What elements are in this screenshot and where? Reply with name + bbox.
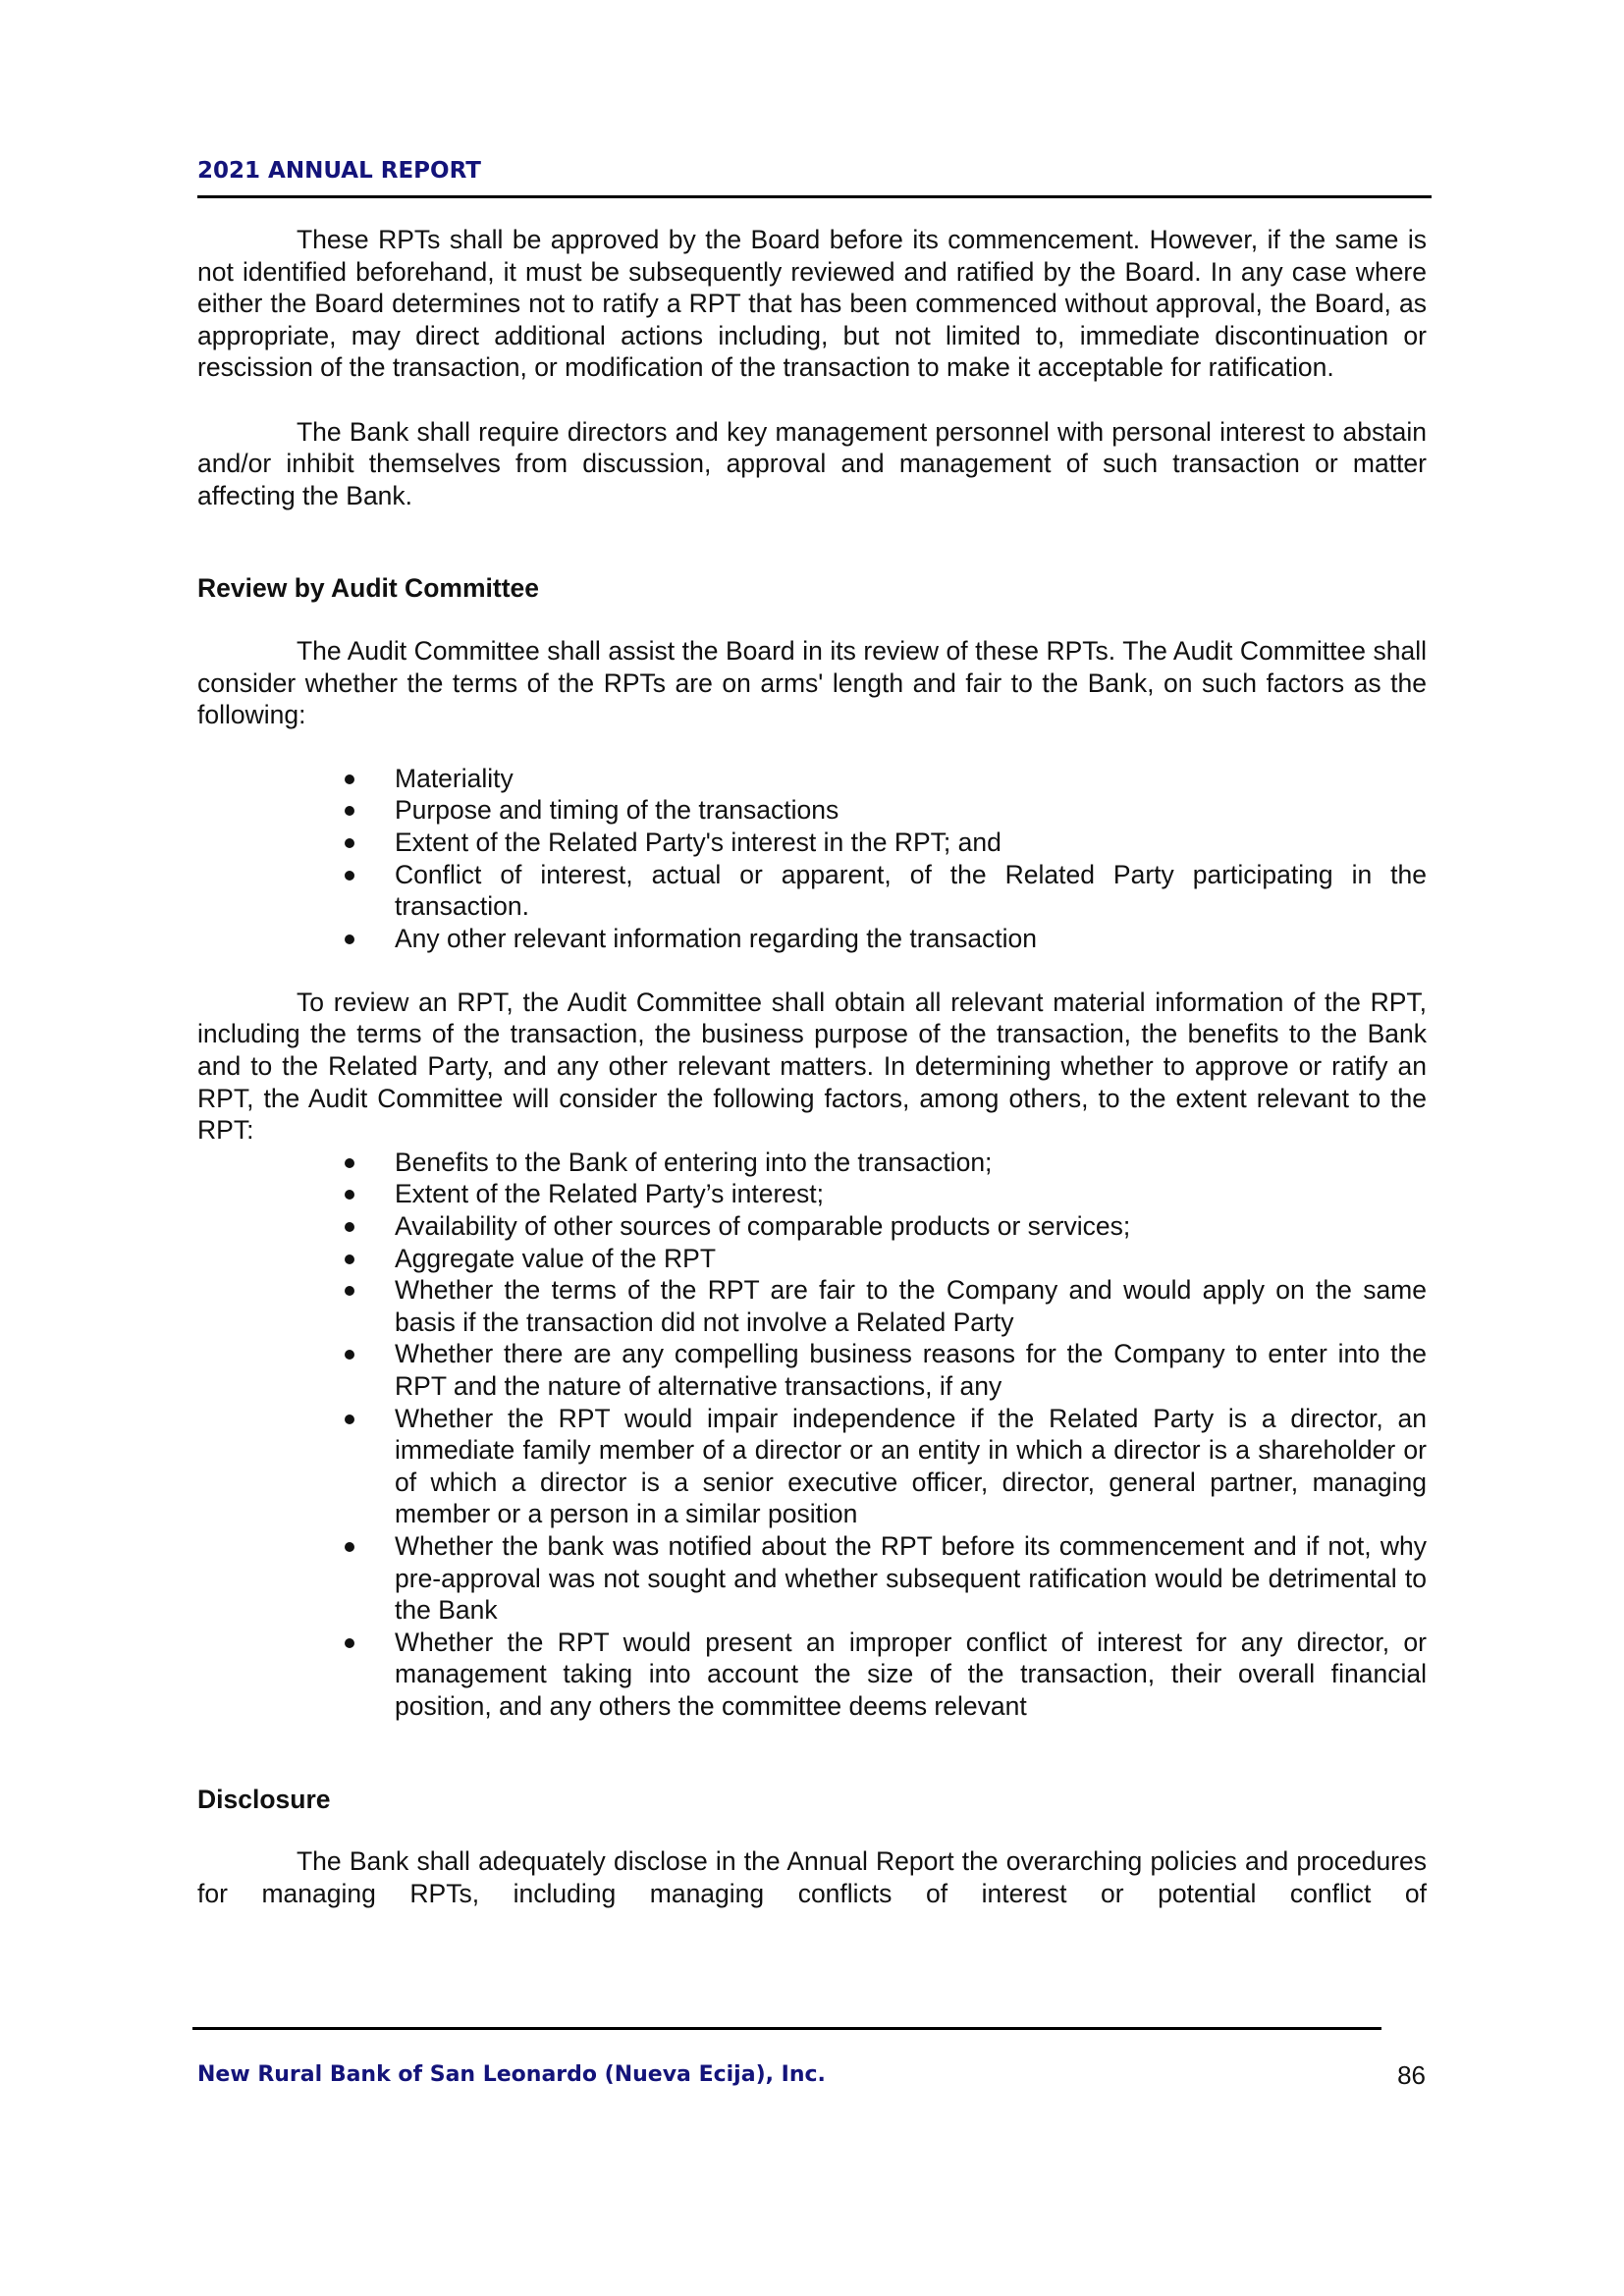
list-item: Aggregate value of the RPT <box>197 1243 1427 1275</box>
bullet-icon <box>345 1222 354 1232</box>
factor-list <box>197 763 1427 955</box>
bullet-icon <box>345 774 354 784</box>
bullet-icon <box>345 806 354 816</box>
list-item: Whether the terms of the RPT are fair to the Company and would apply on the same basis if the transaction did not involve a Related Party <box>197 1274 1427 1338</box>
section-heading-review: Review by Audit Committee <box>197 573 539 604</box>
list-item: Benefits to the Bank of entering into the transaction; <box>197 1147 1427 1179</box>
running-header-title: 2021 ANNUAL REPORT <box>197 158 481 184</box>
bullet-icon <box>345 871 354 881</box>
spacer <box>197 731 1427 763</box>
list-item: Whether the RPT would impair independence if the Related Party is a director, an immediate family member of a director or an entity in which a director is a shareholder or of which a director is a senior executive officer, director, general partner, managing member or a person in a similar position <box>197 1403 1427 1530</box>
paragraph-rpt-approval: These RPTs shall be approved by the Board before its commencement. However, if the same is not identified beforehand, it must be subsequently reviewed and ratified by the Board. In any case where either the Board determines not to ratify a RPT that has been commenced without approval, the Board, as appropriate, may direct additional actions including, but not limited to, immediate discontinuation or rescission of the transaction, or modification of the transaction to make it acceptable for ratification. <box>197 225 1427 383</box>
bullet-icon <box>345 1158 354 1168</box>
bullet-icon <box>345 1350 354 1360</box>
header-rule <box>197 195 1432 198</box>
list-item: Purpose and timing of the transactions <box>197 794 1427 827</box>
spacer <box>197 384 1427 416</box>
list-item: Extent of the Related Party’s interest; <box>197 1178 1427 1210</box>
list-item: Whether the bank was notified about the RPT before its commencement and if not, why pre-approval was not sought and whether subsequent ratification would be detrimental to the Bank <box>197 1530 1427 1627</box>
list-item: Availability of other sources of comparable products or services; <box>197 1210 1427 1243</box>
paragraph-abstain: The Bank shall require directors and key management personnel with personal interest to abstain and/or inhibit themselves from discussion, approval and management of such transaction or matter affecting the Bank. <box>197 416 1427 510</box>
spacer <box>197 511 1427 572</box>
list-item: Any other relevant information regarding the transaction <box>197 923 1427 955</box>
bullet-icon <box>345 934 354 944</box>
bullet-icon <box>345 1190 354 1200</box>
bullet-icon <box>345 1255 354 1264</box>
spacer <box>197 954 1427 987</box>
list-item: Whether there are any compelling business reasons for the Company to enter into the RPT and the nature of alternative transactions, if any <box>197 1338 1427 1402</box>
spacer <box>197 1723 1427 1784</box>
spacer <box>197 1815 1427 1845</box>
list-item: Extent of the Related Party's interest in the RPT; and <box>197 827 1427 859</box>
bullet-icon <box>345 838 354 848</box>
paragraph-audit-committee-intro: The Audit Committee shall assist the Board in its review of these RPTs. The Audit Committee shall consider whether the terms of the RPTs are on arms' length and fair to the Bank, on such factors as the following: <box>197 635 1427 730</box>
page-number: 86 <box>1397 2060 1426 2090</box>
bullet-icon <box>345 1286 354 1296</box>
spacer <box>197 605 1427 635</box>
paragraph-disclosure: The Bank shall adequately disclose in the Annual Report the overarching policies and procedures for managing RPTs, including managing conflicts of interest or potential conflict of <box>197 1846 1427 1908</box>
bullet-icon <box>345 1638 354 1648</box>
bullet-icon <box>345 1415 354 1424</box>
paragraph-review-process: To review an RPT, the Audit Committee shall obtain all relevant material information of the RPT, including the terms of the transaction, the business purpose of the transaction, the benefits to the Bank and to the Related Party, and any other relevant matters. In determining whether to approve or ratify an RPT, the Audit Committee will consider the following factors, among others, to the extent relevant to the RPT: <box>197 987 1427 1146</box>
footer-rule <box>192 2027 1381 2030</box>
bullet-icon <box>345 1542 354 1552</box>
list-item: Materiality <box>197 763 1427 795</box>
list-item: Conflict of interest, actual or apparent, of the Related Party participating in the transaction. <box>197 859 1427 923</box>
footer-organization: New Rural Bank of San Leonardo (Nueva Ecija), Inc. <box>197 2062 826 2087</box>
section-heading-disclosure: Disclosure <box>197 1784 331 1814</box>
list-item: Whether the RPT would present an improper conflict of interest for any director, or management taking into account the size of the transaction, their overall financial position, and any others the committee deems relevant <box>197 1627 1427 1723</box>
document-body <box>197 224 1427 1909</box>
review-factor-list <box>197 1147 1427 1723</box>
